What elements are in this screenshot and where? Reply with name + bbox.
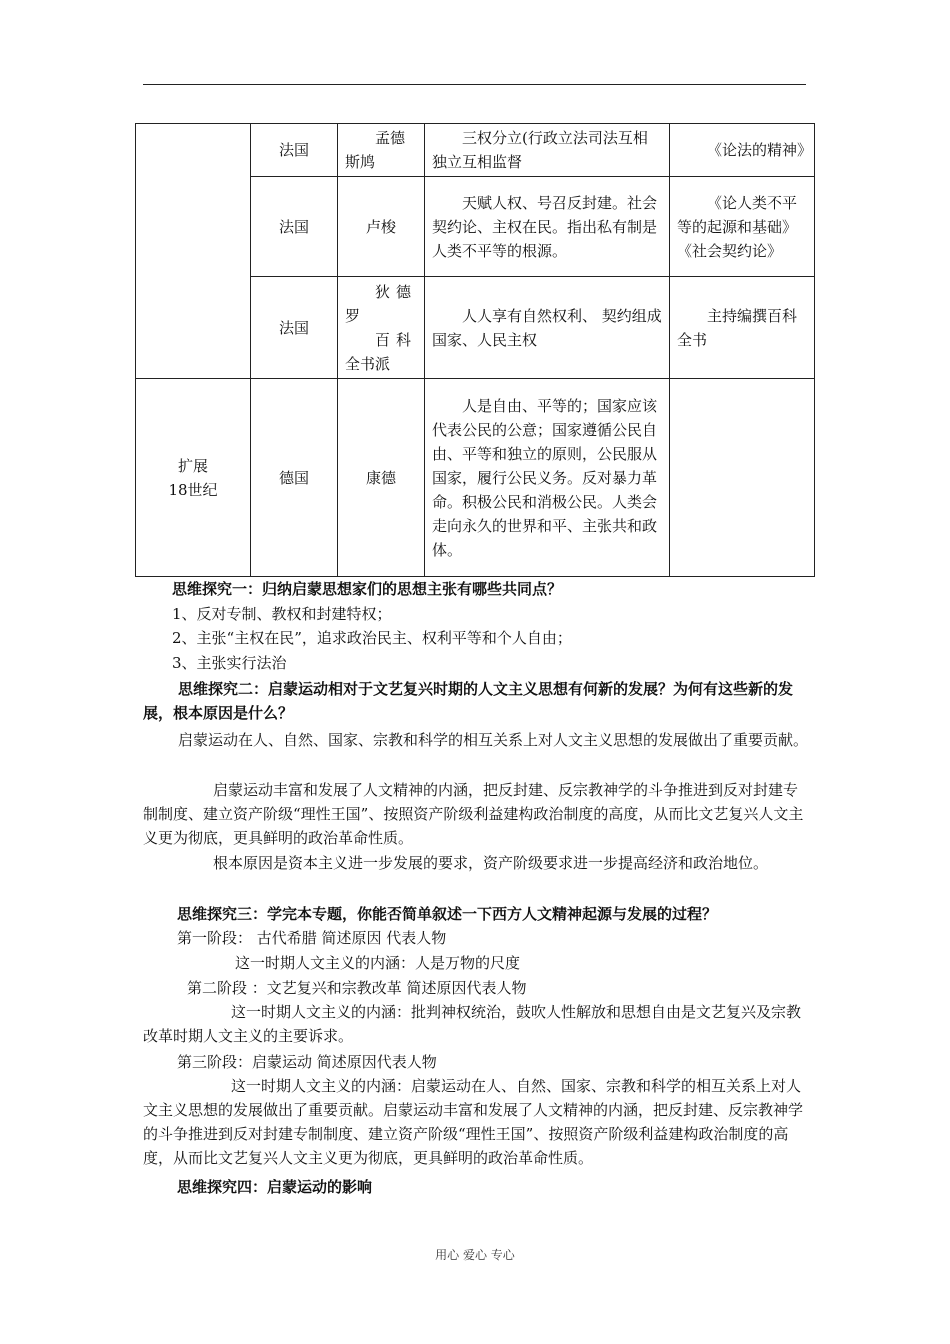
- country-cell: 德国: [251, 379, 338, 577]
- person-line: 罗: [345, 306, 361, 325]
- stage-2: 第二阶段 ：文艺复兴和宗教改革 简述原因代表人物: [187, 979, 527, 997]
- question-1-title: 思维探究一：归纳启蒙思想家们的思想主张有哪些共同点？: [172, 580, 563, 598]
- person-cell: [338, 277, 425, 379]
- header-rule: [143, 84, 806, 85]
- thought-cell: 人人享有自然权利、 契约组成国家、人民主权: [425, 277, 670, 379]
- question-2-title: 思维探究二：启蒙运动相对于文艺复兴时期的人文主义思想有何新的发展？为何有这些新的发展，根本原因是什么？: [143, 680, 794, 722]
- work-cell: 主持编撰百科全书: [670, 277, 815, 379]
- country-cell: 法国: [251, 277, 338, 379]
- work-cell: [670, 379, 815, 577]
- work-cell: 《论法的精神》: [670, 124, 815, 177]
- person-line: 全书派: [345, 354, 391, 373]
- table-row: [136, 379, 815, 577]
- person-cell: 卢梭: [338, 177, 425, 277]
- q1-item-1: 1、反对专制、教权和封建特权；: [172, 605, 392, 623]
- person-cell: 孟德斯鸠: [338, 124, 425, 177]
- work-cell: 《论人类不平等的起源和基础》《社会契约论》: [670, 177, 815, 277]
- era-cell: [136, 379, 251, 577]
- person-line: 狄德: [374, 282, 417, 301]
- page-footer: 用心 爱心 专心: [435, 1248, 515, 1262]
- person-line: 百科: [374, 330, 417, 349]
- stage-3: 第三阶段：启蒙运动 简述原因代表人物: [177, 1053, 437, 1071]
- thought-cell: 人是自由、平等的；国家应该代表公民的公意；国家遵循公民自由、平等和独立的原则，公民服从国家，履行公民义务。反对暴力革命。积极公民和消极公民。人类会走向永久的世界和平、主张共和政体。: [425, 379, 670, 577]
- q1-item-2: 2、主张“主权在民”，追求政治民主、权利平等和个人自由；: [172, 629, 572, 647]
- q2-paragraph-1: 启蒙运动在人、自然、国家、宗教和科学的相互关系上对人文主义思想的发展做出了重要贡献。: [178, 731, 809, 749]
- era-cell: [136, 124, 251, 379]
- era-line: 扩展: [177, 456, 208, 475]
- stage-1: 第一阶段： 古代希腊 简述原因 代表人物: [177, 929, 447, 947]
- country-cell: 法国: [251, 124, 338, 177]
- era-line: 18世纪: [168, 480, 218, 499]
- stage-1-meaning: 这一时期人文主义的内涵：人是万物的尺度: [235, 954, 521, 972]
- thought-cell: 天赋人权、号召反封建。社会契约论、主权在民。指出私有制是人类不平等的根源。: [425, 177, 670, 277]
- country-cell: 法国: [251, 177, 338, 277]
- question-4-title: 思维探究四：启蒙运动的影响: [177, 1178, 373, 1196]
- stage-3-meaning: 这一时期人文主义的内涵：启蒙运动在人、自然、国家、宗教和科学的相互关系上对人文主义思想的发展做出了重要贡献。启蒙运动丰富和发展了人文精神的内涵，把反封建、反宗教神学的斗争推进到反对封建专制制度、建立资产阶级“理性王国”、按照资产阶级利益建构政治制度的高度，从而比文艺复兴人文主义更为彻底，更具鲜明的政治革命性质。: [143, 1077, 804, 1167]
- table-row: [136, 124, 815, 177]
- q1-item-3: 3、主张实行法治: [172, 654, 287, 672]
- stage-2-meaning: 这一时期人文主义的内涵：批判神权统治，鼓吹人性解放和思想自由是文艺复兴及宗教改革时期人文主义的主要诉求。: [143, 1003, 802, 1045]
- person-cell: 康德: [338, 379, 425, 577]
- thought-cell: 三权分立(行政立法司法互相独立互相监督: [425, 124, 670, 177]
- thinkers-table: [135, 123, 815, 577]
- q2-paragraph-3: 根本原因是资本主义进一步发展的要求，资产阶级要求进一步提高经济和政治地位。: [213, 854, 769, 872]
- question-3-title: 思维探究三：学完本专题，你能否简单叙述一下西方人文精神起源与发展的过程？: [177, 905, 718, 923]
- q2-paragraph-2: 启蒙运动丰富和发展了人文精神的内涵，把反封建、反宗教神学的斗争推进到反对封建专制制度、建立资产阶级“理性王国”、按照资产阶级利益建构政治制度的高度，从而比文艺复兴人文主义更为彻底，更具鲜明的政治革命性质。: [143, 781, 804, 847]
